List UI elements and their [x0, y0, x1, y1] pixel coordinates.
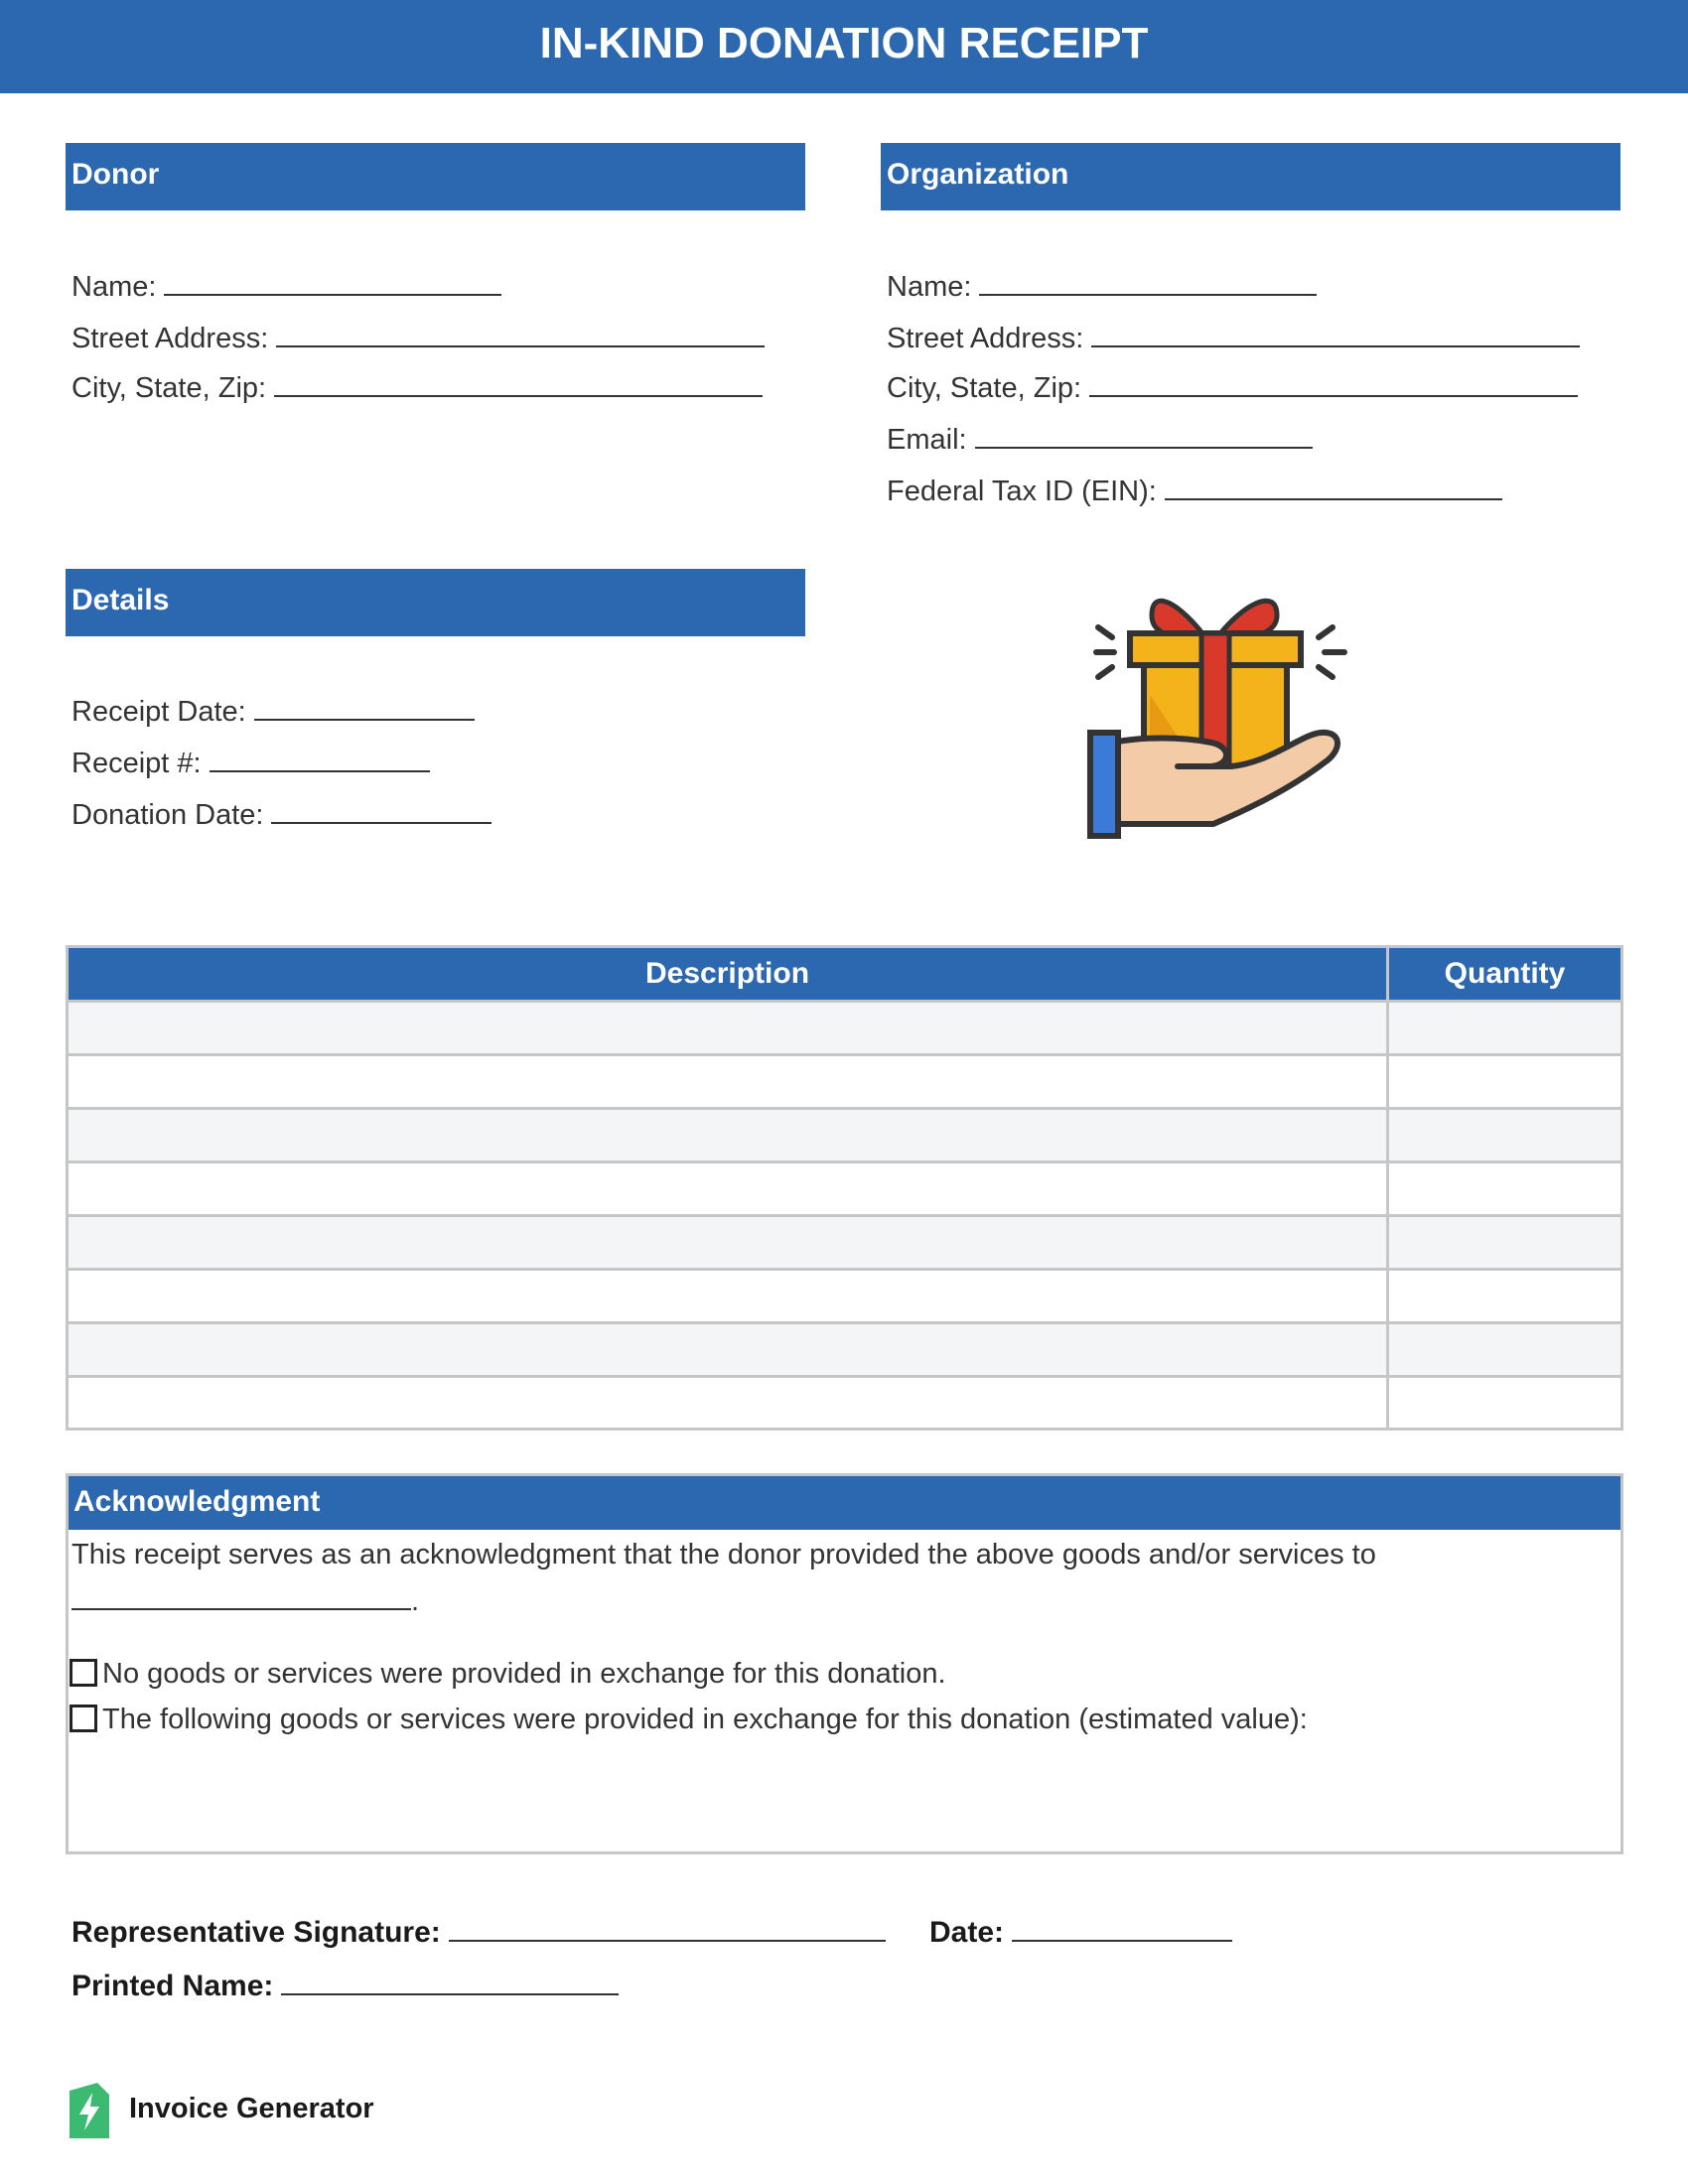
donor-name-line[interactable] — [164, 268, 501, 296]
donor-header: Donor — [66, 143, 805, 210]
org-city-field — [887, 369, 1578, 406]
description-cell[interactable] — [69, 1323, 1388, 1377]
description-cell[interactable] — [69, 1109, 1388, 1162]
donor-city-field — [71, 369, 763, 406]
acknowledgment-period: . — [411, 1585, 420, 1617]
quantity-cell[interactable] — [1388, 1002, 1621, 1055]
description-cell[interactable] — [69, 1216, 1388, 1270]
table-row — [69, 1002, 1620, 1055]
description-cell[interactable] — [69, 1055, 1388, 1109]
table-row — [69, 1162, 1620, 1216]
description-cell[interactable] — [69, 1270, 1388, 1323]
signature-date-field — [929, 1914, 1232, 1951]
description-cell[interactable] — [69, 1162, 1388, 1216]
receipt-date-line[interactable] — [254, 693, 475, 721]
org-email-label: Email: — [887, 424, 967, 456]
receipt-number-field — [71, 745, 430, 781]
donor-street-line[interactable] — [276, 320, 765, 347]
quantity-cell[interactable] — [1388, 1216, 1621, 1270]
org-ein-field — [887, 473, 1502, 509]
org-name-line[interactable] — [979, 268, 1317, 296]
rep-signature-label: Representative Signature: — [71, 1916, 441, 1949]
option-goods-provided — [70, 1702, 1308, 1737]
org-street-label: Street Address: — [887, 323, 1084, 354]
table-row — [69, 1216, 1620, 1270]
quantity-cell[interactable] — [1388, 1270, 1621, 1323]
gift-in-hand-icon — [1082, 576, 1360, 854]
signature-date-line[interactable] — [1012, 1914, 1232, 1942]
acknowledgment-text: This receipt serves as an acknowledgment that the donor provided the above goods and/or services to — [71, 1539, 1376, 1570]
org-street-field — [887, 320, 1580, 356]
acknowledgment-header: Acknowledgment — [69, 1476, 1620, 1530]
items-table — [66, 945, 1623, 1431]
org-email-field — [887, 421, 1313, 458]
brand-name: Invoice Generator — [129, 2093, 374, 2124]
option-goods-label: The following goods or services were provided in exchange for this donation (estimated value): — [102, 1704, 1308, 1735]
signature-date-label: Date: — [929, 1916, 1005, 1949]
receipt-number-line[interactable] — [210, 745, 430, 772]
table-row — [69, 1377, 1620, 1430]
org-ein-label: Federal Tax ID (EIN): — [887, 476, 1157, 507]
quantity-cell[interactable] — [1388, 1109, 1621, 1162]
org-city-label: City, State, Zip: — [887, 372, 1082, 404]
table-row — [69, 1323, 1620, 1377]
donation-date-field — [71, 796, 492, 833]
donor-city-label: City, State, Zip: — [71, 372, 267, 404]
donor-street-label: Street Address: — [71, 323, 269, 354]
goods-provided-checkbox[interactable] — [70, 1705, 97, 1732]
quantity-cell[interactable] — [1388, 1162, 1621, 1216]
table-row — [69, 1109, 1620, 1162]
printed-name-label: Printed Name: — [71, 1970, 274, 2002]
donation-date-line[interactable] — [271, 796, 492, 824]
receipt-date-label: Receipt Date: — [71, 696, 246, 728]
table-row — [69, 1270, 1620, 1323]
rep-signature-field — [71, 1914, 886, 1951]
description-cell[interactable] — [69, 1002, 1388, 1055]
quantity-cell[interactable] — [1388, 1377, 1621, 1430]
donation-date-label: Donation Date: — [71, 799, 264, 831]
receipt-date-field — [71, 693, 475, 730]
lightning-bolt-icon — [68, 2083, 111, 2138]
donor-city-line[interactable] — [274, 369, 763, 397]
description-cell[interactable] — [69, 1377, 1388, 1430]
table-row — [69, 1055, 1620, 1109]
org-name-field — [887, 268, 1317, 305]
org-city-line[interactable] — [1089, 369, 1578, 397]
quantity-cell[interactable] — [1388, 1323, 1621, 1377]
donor-street-field — [71, 320, 765, 356]
donor-name-field — [71, 268, 501, 305]
printed-name-line[interactable] — [281, 1968, 619, 1995]
page-title: IN-KIND DONATION RECEIPT — [0, 0, 1688, 93]
receipt-number-label: Receipt #: — [71, 748, 202, 779]
option-no-goods-label: No goods or services were provided in exchange for this donation. — [102, 1658, 946, 1690]
quantity-header: Quantity — [1388, 948, 1621, 1002]
org-name-label: Name: — [887, 271, 972, 303]
acknowledgment-recipient-line[interactable] — [71, 1582, 411, 1610]
org-email-line[interactable] — [975, 421, 1313, 449]
donor-name-label: Name: — [71, 271, 157, 303]
details-header: Details — [66, 569, 805, 636]
option-no-goods — [70, 1656, 946, 1692]
description-header: Description — [69, 948, 1388, 1002]
org-ein-line[interactable] — [1165, 473, 1502, 500]
rep-signature-line[interactable] — [449, 1914, 886, 1942]
organization-header: Organization — [881, 143, 1620, 210]
no-goods-checkbox[interactable] — [70, 1659, 97, 1687]
org-street-line[interactable] — [1091, 320, 1580, 347]
acknowledgment-recipient-field — [71, 1582, 419, 1619]
printed-name-field — [71, 1968, 619, 2004]
quantity-cell[interactable] — [1388, 1055, 1621, 1109]
